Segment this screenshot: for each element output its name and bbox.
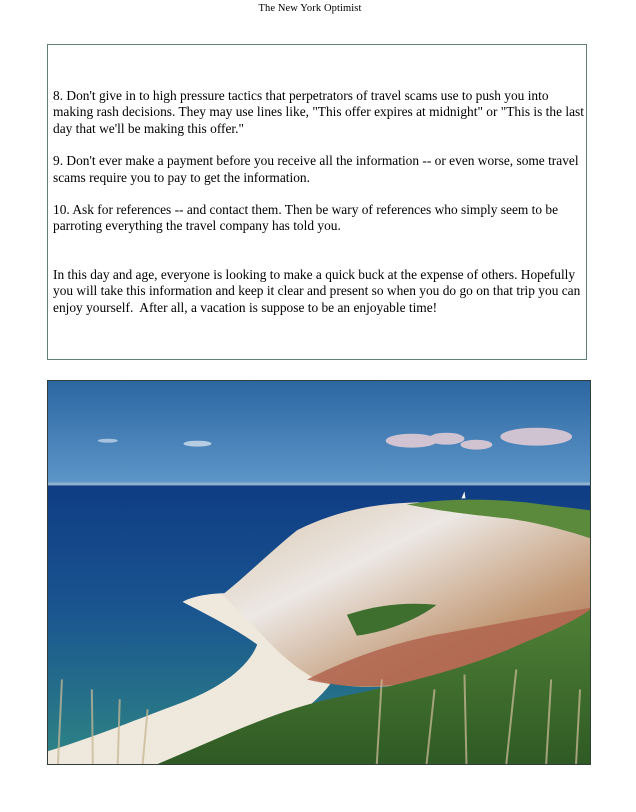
tip-item [53, 202, 584, 235]
tip-number: 10. [53, 202, 70, 218]
landscape-illustration [48, 381, 590, 764]
publication-header: The New York Optimist [258, 3, 362, 14]
coastal-landscape-photo [47, 380, 591, 765]
tip-number: 9. [53, 153, 64, 169]
article-text-box [47, 44, 587, 360]
tip-item [53, 153, 584, 186]
tip-number: 8. [53, 88, 64, 103]
article-body [53, 88, 588, 316]
tip-text: Don't ever make a payment before you receive all the information -- or even worse, some travel scams require you to pay to get the information. [53, 153, 582, 185]
tip-text: Ask for references -- and contact them. Then be wary of references who simply seem to be parroting everything the travel company has told you. [53, 202, 562, 234]
tip-item [53, 88, 588, 137]
closing-paragraph: In this day and age, everyone is looking to make a quick buck at the expense of others. Hopefully you will take this information and keep it clear and present so when you do go on that trip you can enjoy yourself. After all, a vacation is suppose to be an enjoyable time! [53, 266, 584, 315]
tip-text: Don't give in to high pressure tactics that perpetrators of travel scams use to push you into making rash decisions. They may use lines like, "This offer expires at midnight" or "This is the last day that we'll be making this offer." [53, 88, 588, 136]
